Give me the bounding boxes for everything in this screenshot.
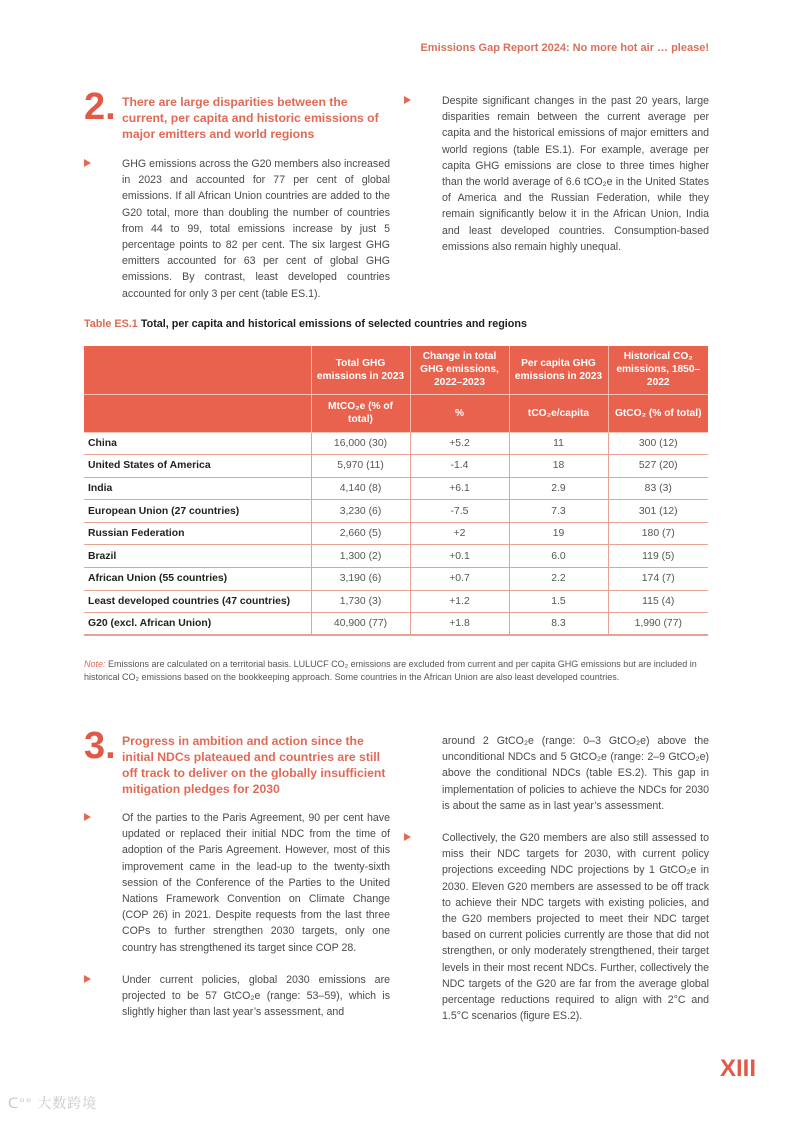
table-row: Russian Federation 2,660 (5) +2 19 180 (7) xyxy=(84,522,708,545)
column-header-per-capita: Per capita GHG emissions in 2023 xyxy=(509,346,608,394)
table-row: United States of America 5,970 (11) -1.4 18 527 (20) xyxy=(84,455,708,478)
table-row: European Union (27 countries) 3,230 (6) -7.5 7.3 301 (12) xyxy=(84,500,708,523)
column-header-total-ghg: Total GHG emissions in 2023 xyxy=(311,346,410,394)
page-number: XIII xyxy=(719,1055,756,1082)
continued-paragraph: around 2 GtCO₂e (range: 0–3 GtCO₂e) above the unconditional NDCs and 5 GtCO₂e (range: 2–9 GtCO₂e) above the conditional NDCs (table ES.2). This gap in implementation of policies to achieve the NDCs for 2030 is about the same as in last year’s assessment. xyxy=(442,735,709,812)
unit-header: GtCO₂ (% of total) xyxy=(608,394,708,432)
section-3 xyxy=(84,725,390,1020)
bullet-paragraph: Despite significant changes in the past 20 years, large disparities remain between the current average per capita and the historical emissions of major emitters and world regions (table ES.1). For example, average per capita GHG emissions are close to three times higher than the world average of 6.6 tCO₂e in the United States of America and the Russian Federation, while they remain significantly below it in the African Union, India and least developed countries. Consumption-based emissions also remain highly unequal. xyxy=(404,93,709,255)
triangle-bullet-icon xyxy=(84,159,91,167)
table-row: China 16,000 (30) +5.2 11 300 (12) xyxy=(84,432,708,455)
triangle-bullet-icon xyxy=(404,96,411,104)
table-row: G20 (excl. African Union) 40,900 (77) +1.8 8.3 1,990 (77) xyxy=(84,613,708,636)
table-label: Table ES.1 xyxy=(84,318,138,330)
section-2-heading xyxy=(84,86,390,142)
unit-header xyxy=(84,394,311,432)
table-row: India 4,140 (8) +6.1 2.9 83 (3) xyxy=(84,477,708,500)
table-note xyxy=(84,658,709,683)
table-row: Brazil 1,300 (2) +0.1 6.0 119 (5) xyxy=(84,545,708,568)
note-label: Note: xyxy=(84,659,106,669)
column-header-change: Change in total GHG emissions, 2022–2023 xyxy=(410,346,509,394)
table-caption xyxy=(84,318,527,330)
section-title: There are large disparities between the current, per capita and historic emissions of major emitters and world regions xyxy=(122,95,379,141)
section-3-heading xyxy=(84,725,390,797)
section-3-right-column xyxy=(404,733,709,1024)
table-row: African Union (55 countries) 3,190 (6) +0.7 2.2 174 (7) xyxy=(84,568,708,591)
bullet-paragraph: Under current policies, global 2030 emissions are projected to be 57 GtCO₂e (range: 53–59), which is slightly higher than last year’s assessment, and xyxy=(84,972,390,1021)
section-number: 2. xyxy=(84,86,116,128)
table-caption-text: Total, per capita and historical emissions of selected countries and regions xyxy=(140,318,528,330)
section-2-right-column xyxy=(404,93,709,255)
section-title: Progress in ambition and action since the initial NDCs plateaued and countries are still off track to deliver on the globally insufficient mitigation pledges for 2030 xyxy=(122,734,386,796)
unit-header: MtCO₂e (% of total) xyxy=(311,394,410,432)
table-header-row xyxy=(84,346,708,394)
table-units-row xyxy=(84,394,708,432)
bullet-paragraph: Collectively, the G20 members are also still assessed to miss their NDC targets for 2030, with current policy projections exceeding NDC projections by 1 GtCO₂e in 2030. Eleven G20 members are assessed to be off track to achieve their NDC targets with existing policies, and the G20 members projected to meet their NDC target based on current policies currently are those that did not strengthen, or only moderately strengthened, their target levels in their most recent NDCs. Further, collectively the NDC targets of the G20 are far from the average global percentage reductions required to align with 2°C and 1.5°C scenarios (figure ES.2). xyxy=(404,830,709,1024)
table-row: Least developed countries (47 countries) 1,730 (3) +1.2 1.5 115 (4) xyxy=(84,590,708,613)
triangle-bullet-icon xyxy=(84,813,91,821)
triangle-bullet-icon xyxy=(84,975,91,983)
watermark-logo: ᑕ°° 大数跨境 xyxy=(8,1095,98,1111)
emissions-table xyxy=(84,346,708,636)
section-number: 3. xyxy=(84,725,116,767)
note-text: Emissions are calculated on a territorial basis. LULUCF CO₂ emissions are excluded from current and per capita GHG emissions but are included in historical CO₂ emissions based on the bookkeeping approach. Some countries in the African Union are also least developed countries. xyxy=(84,659,697,682)
unit-header: tCO₂e/capita xyxy=(509,394,608,432)
triangle-bullet-icon xyxy=(404,833,411,841)
column-header xyxy=(84,346,311,394)
watermark-icon: ᑕ°° xyxy=(8,1095,33,1111)
running-header: Emissions Gap Report 2024: No more hot air … please! xyxy=(420,42,709,54)
bullet-paragraph: Of the parties to the Paris Agreement, 90 per cent have updated or replaced their initial NDC from the time of adoption of the Paris Agreement. However, most of this improvement came in the lead-up to the twenty-sixth session of the Conference of the Parties to the United Nations Framework Convention on Climate Change (COP 26) in 2021. Despite requests from the last three COPs to further strengthen 2030 targets, only one country has strengthened its target since COP 28. xyxy=(84,810,390,956)
section-2 xyxy=(84,86,390,302)
column-header-historical: Historical CO₂ emissions, 1850–2022 xyxy=(608,346,708,394)
bullet-paragraph: GHG emissions across the G20 members also increased in 2023 and accounted for 77 per cent of global emissions. If all African Union countries are added to the G20 total, more than doubling the number of countries from 44 to 99, total emissions increase by just 5 percentage points to 82 per cent. The six largest GHG emitters accounted for 63 per cent of global GHG emissions. By contrast, least developed countries accounted for only 3 per cent (table ES.1). xyxy=(84,156,390,302)
unit-header: % xyxy=(410,394,509,432)
